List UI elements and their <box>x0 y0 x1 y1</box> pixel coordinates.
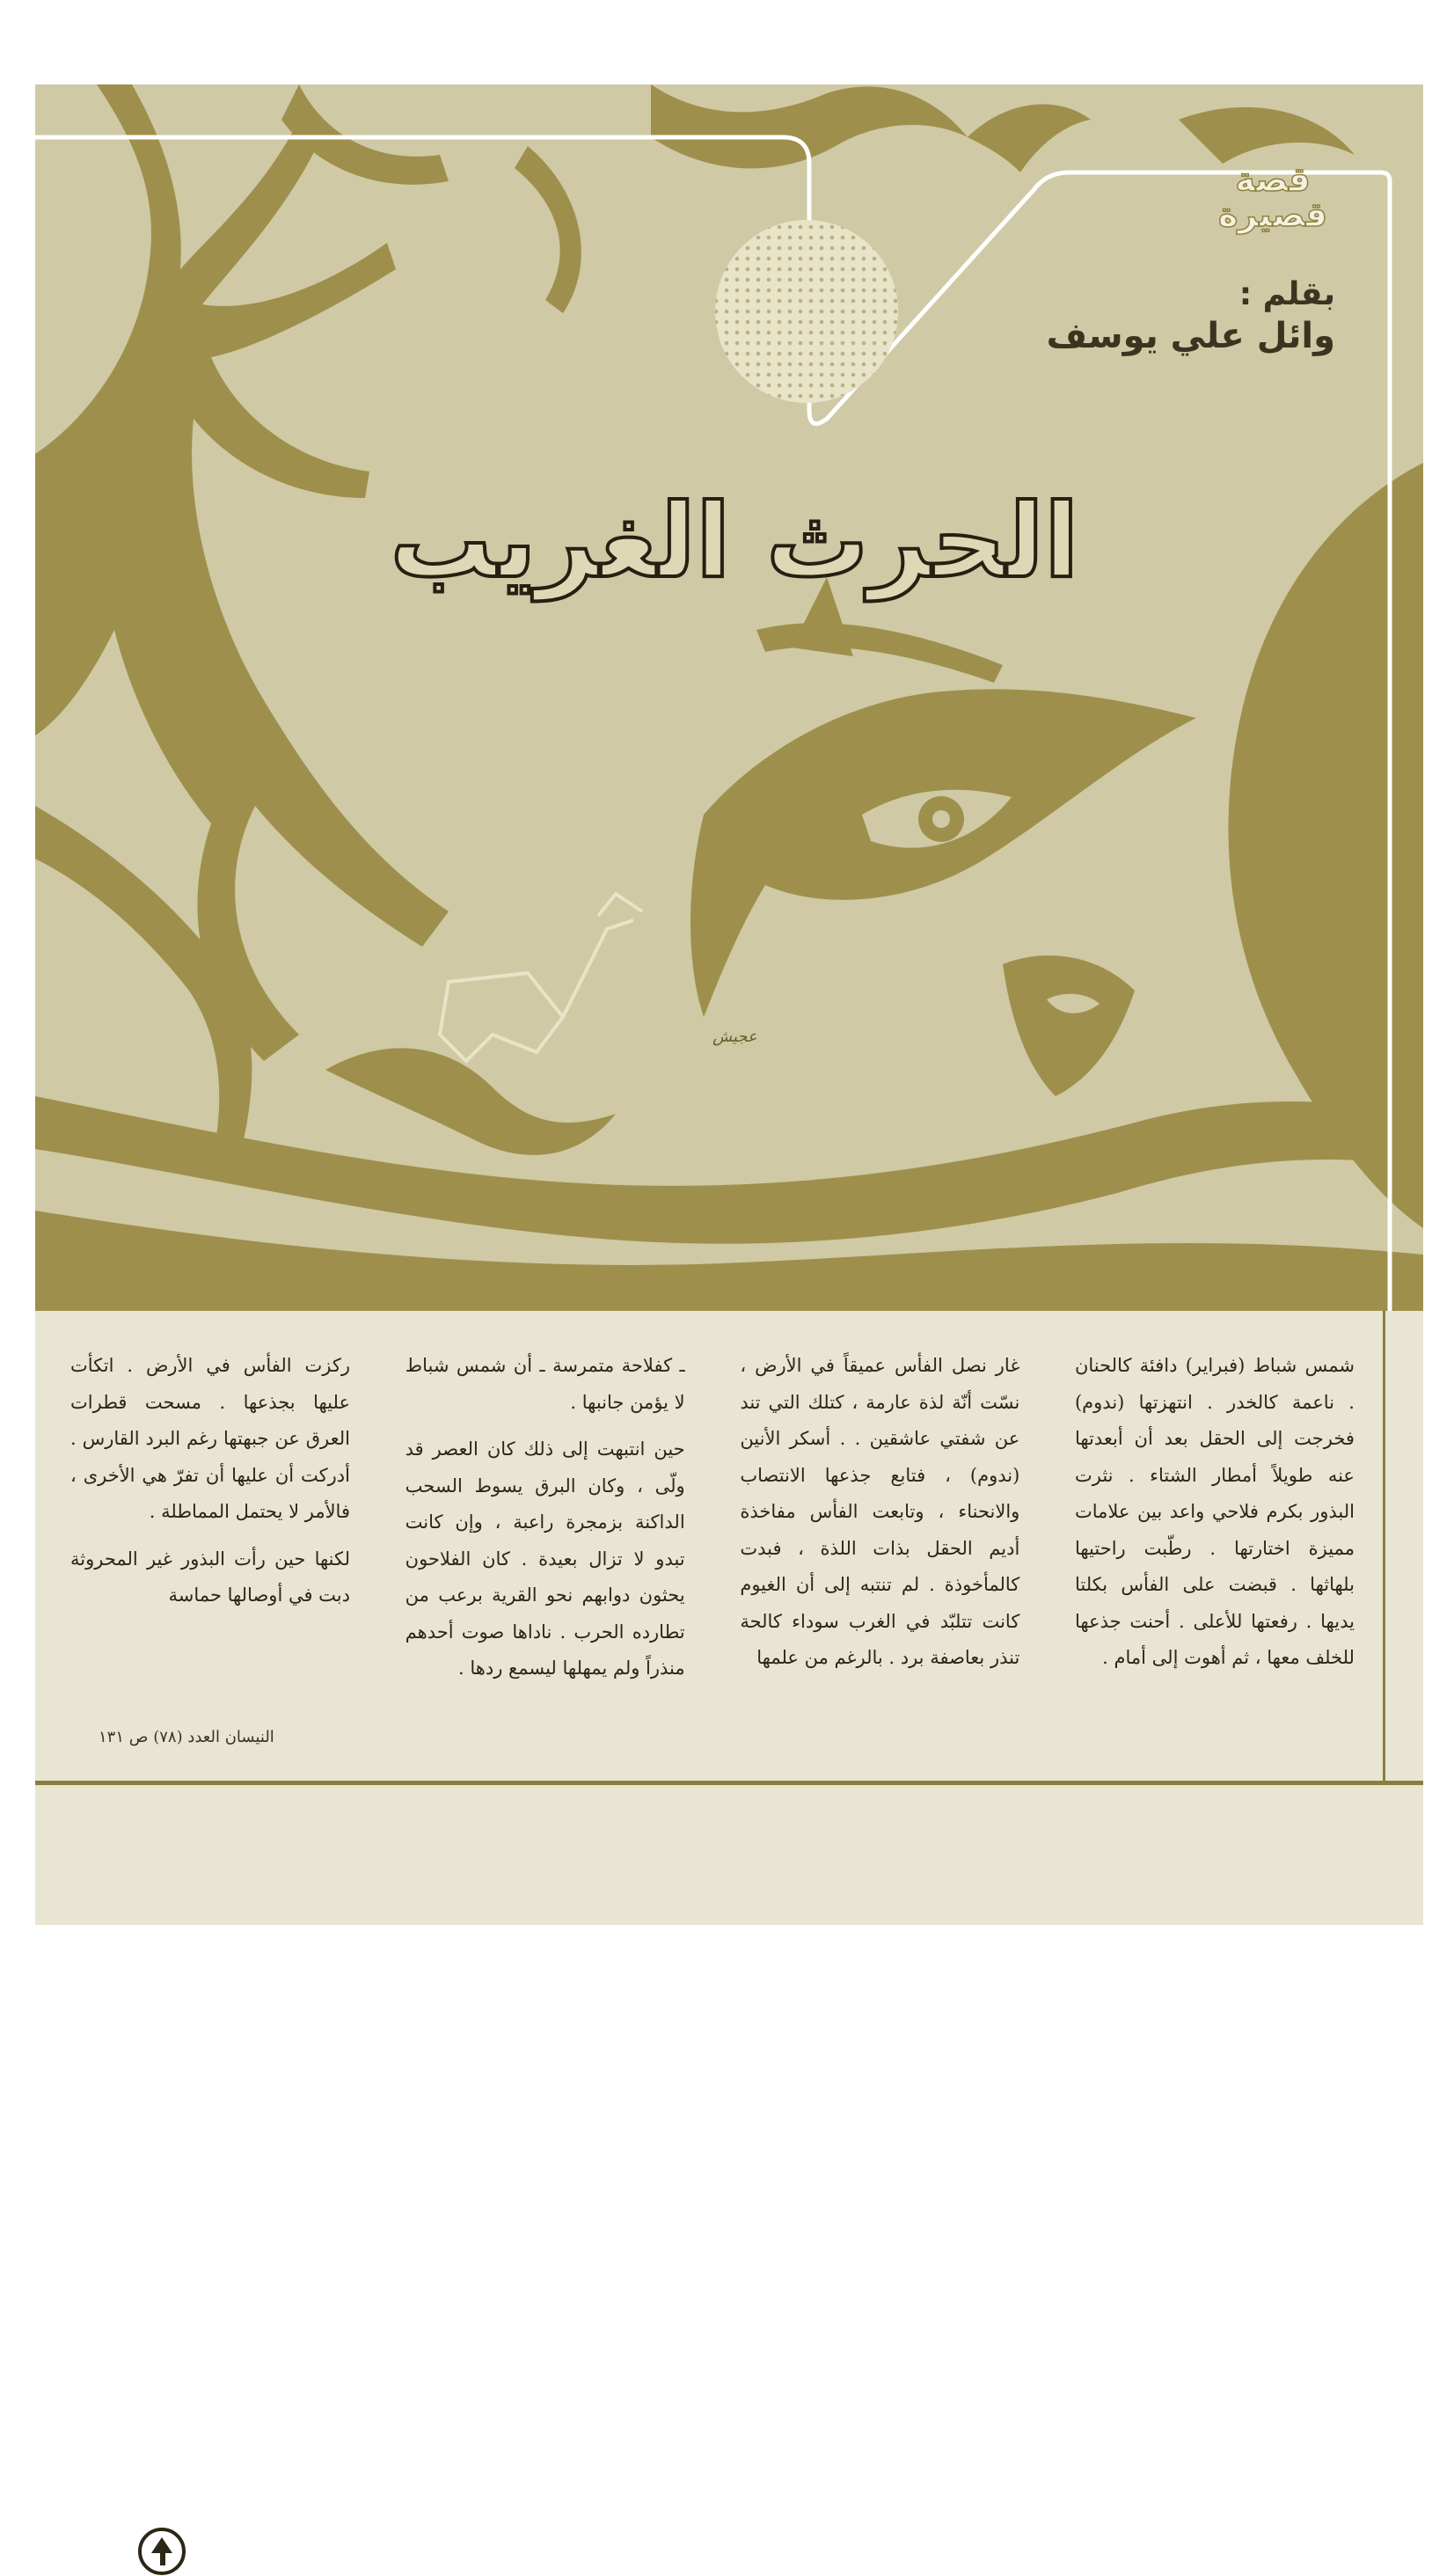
by-label: بقلم : <box>1238 276 1335 312</box>
paragraph: غار نصل الفأس عميقاً في الأرض ، نسّت أنّة لذة عارمة ، كتلك التي تند عن شفتي عاشقين . . أسكر الأنين (ندوم) ، فتابع جذعها الانتصاب والانحناء ، وتابعت الفأس مفاخذة أديم الحقل بذات اللذة ، فبدت كالمأخوذة . لم تنتبه إلى أن الغيوم كانت تتلبّد في الغرب سوداء كالحة تنذر بعاصفة برد . بالرغم من علمها <box>740 1355 1020 1668</box>
page-footer: النيسان العدد (٧٨) ص ١٣١ <box>99 1728 274 1746</box>
text-column-1 <box>1075 1348 1355 1770</box>
illustration-panel <box>35 84 1423 1311</box>
text-columns <box>70 1348 1355 1770</box>
column-border <box>1383 1311 1385 1782</box>
series-label-line2: قصيرة <box>1218 195 1327 234</box>
continue-arrow-icon <box>137 2527 186 2576</box>
artist-signature: عجيش <box>712 1028 757 1046</box>
paragraph: حين انتبهت إلى ذلك كان العصر قد ولّى ، وكان البرق يسوط السحب الداكنة بزمجرة راعبة ، وإن كانت تبدو لا تزال بعيدة . كان الفلاحون يحثون دوابهم نحو القرية برعب من تطارده الحرب . ناداها صوت أحدهم منذراً ولم يمهلها ليسمع ردها . <box>405 1438 685 1679</box>
text-column-3 <box>406 1348 685 1770</box>
paragraph: ركزت الفأس في الأرض . اتكأت عليها بجذعها . مسحت قطرات العرق عن جبهتها رغم البرد القارس . أدركت أن عليها أن تفرّ هي الأخرى ، فالأمر لا يحتمل المماطلة . <box>70 1355 350 1522</box>
story-title: الحرث الغريب <box>390 482 1079 601</box>
paragraph: لكنها حين رأت البذور غير المحروثة دبت في أوصالها حماسة <box>70 1548 350 1606</box>
paragraph: ـ كفلاحة متمرسة ـ أن شمس شباط لا يؤمن جانبها . <box>405 1355 685 1413</box>
bottom-rule <box>35 1781 1423 1785</box>
magazine-page <box>35 84 1423 1925</box>
text-column-4 <box>70 1348 350 1770</box>
author-name: وائل علي يوسف <box>1046 316 1335 356</box>
byline <box>1047 274 1335 357</box>
series-label <box>1217 162 1328 232</box>
series-label-line1: قصة <box>1235 160 1311 199</box>
illustration <box>35 84 1423 1311</box>
paragraph: شمس شباط (فبراير) دافئة كالحنان . ناعمة كالخدر . انتهزتها (ندوم) فخرجت إلى الحقل بعد أن أبعدتها عنه طويلاً أمطار الشتاء . نثرت البذور بكرم فلاحي واعد بين علامات مميزة اختارتها . رطّبت راحتيها بلهاثها . قبضت على الفأس بكلتا يديها . رفعتها للأعلى . أحنت جذعها للخلف معها ، ثم أهوت إلى أمام . <box>1074 1355 1355 1668</box>
text-column-2 <box>740 1348 1019 1770</box>
